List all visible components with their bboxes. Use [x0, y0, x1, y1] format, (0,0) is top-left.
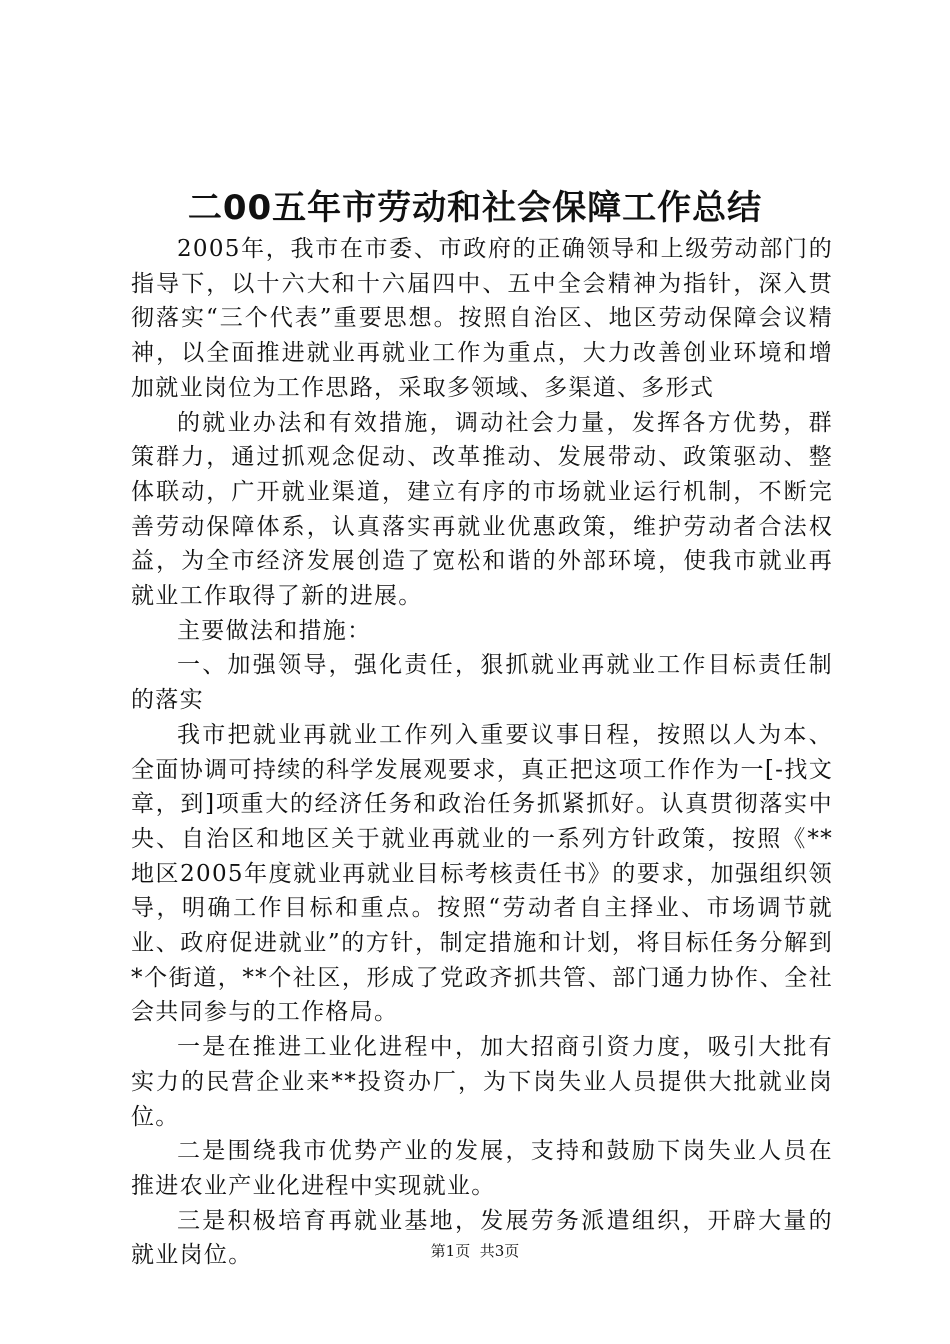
paragraph-intro: 2005年，我市在市委、市政府的正确领导和上级劳动部门的指导下，以十六大和十六届四中、五中全会精神为指针，深入贯彻落实“三个代表”重要思想。按照自治区、地区劳动保障会议精神，以全面推进就业再就业工作为重点，大力改善创业环境和增加就业岗位为工作思路，采取多领域、多渠道、多形式 — [131, 236, 833, 401]
paragraph-point-one: 一是在推进工业化进程中，加大招商引资力度，吸引大批有实力的民营企业来**投资办厂，为下岗失业人员提供大批就业岗位。 — [131, 1034, 833, 1130]
page-number-current: 第1页 — [430, 1242, 471, 1260]
section-heading-main-measures: 主要做法和措施： — [177, 617, 372, 644]
document-title: 二00五年市劳动和社会保障工作总结 — [187, 188, 763, 228]
section-heading-leadership: 一、加强领导，强化责任，狠抓就业再就业工作目标责任制的落实 — [131, 652, 833, 714]
page-footer — [0, 1240, 950, 1262]
paragraph-point-three: 三是积极培育再就业基地，发展劳务派遣组织，开辟大量的就业岗位。 — [131, 1207, 833, 1269]
paragraph-measures-overview: 的就业办法和有效措施，调动社会力量，发挥各方优势，群策群力，通过抓观念促动、改革推动、发展带动、政策驱动、整体联动，广开就业渠道，建立有序的市场就业运行机制，不断完善劳动保障体系，认真落实再就业优惠政策，维护劳动者合法权益，为全市经济发展创造了宽松和谐的外部环境，使我市就业再就业工作取得了新的进展。 — [131, 409, 833, 610]
page-number-total: 共3页 — [479, 1242, 520, 1260]
paragraph-point-two: 二是围绕我市优势产业的发展，支持和鼓励下岗失业人员在推进农业产业化进程中实现就业。 — [131, 1138, 833, 1199]
paragraph-leadership-detail: 我市把就业再就业工作列入重要议事日程，按照以人为本、全面协调可持续的科学发展观要求，真正把这项工作作为一[-找文章，到]项重大的经济任务和政治任务抓紧抓好。认真贯彻落实中央、自治区和地区关于就业再就业的一系列方针政策，按照《**地区2005年度就业再就业目标考核责任书》的要求，加强组织领导，明确工作目标和重点。按照“劳动者自主择业、市场调节就业、政府促进就业”的方针，制定措施和计划，将目标任务分解到*个街道，**个社区，形成了党政齐抓共管、部门通力协作、全社会共同参与的工作格局。 — [131, 721, 833, 1026]
document-body — [131, 232, 833, 1273]
